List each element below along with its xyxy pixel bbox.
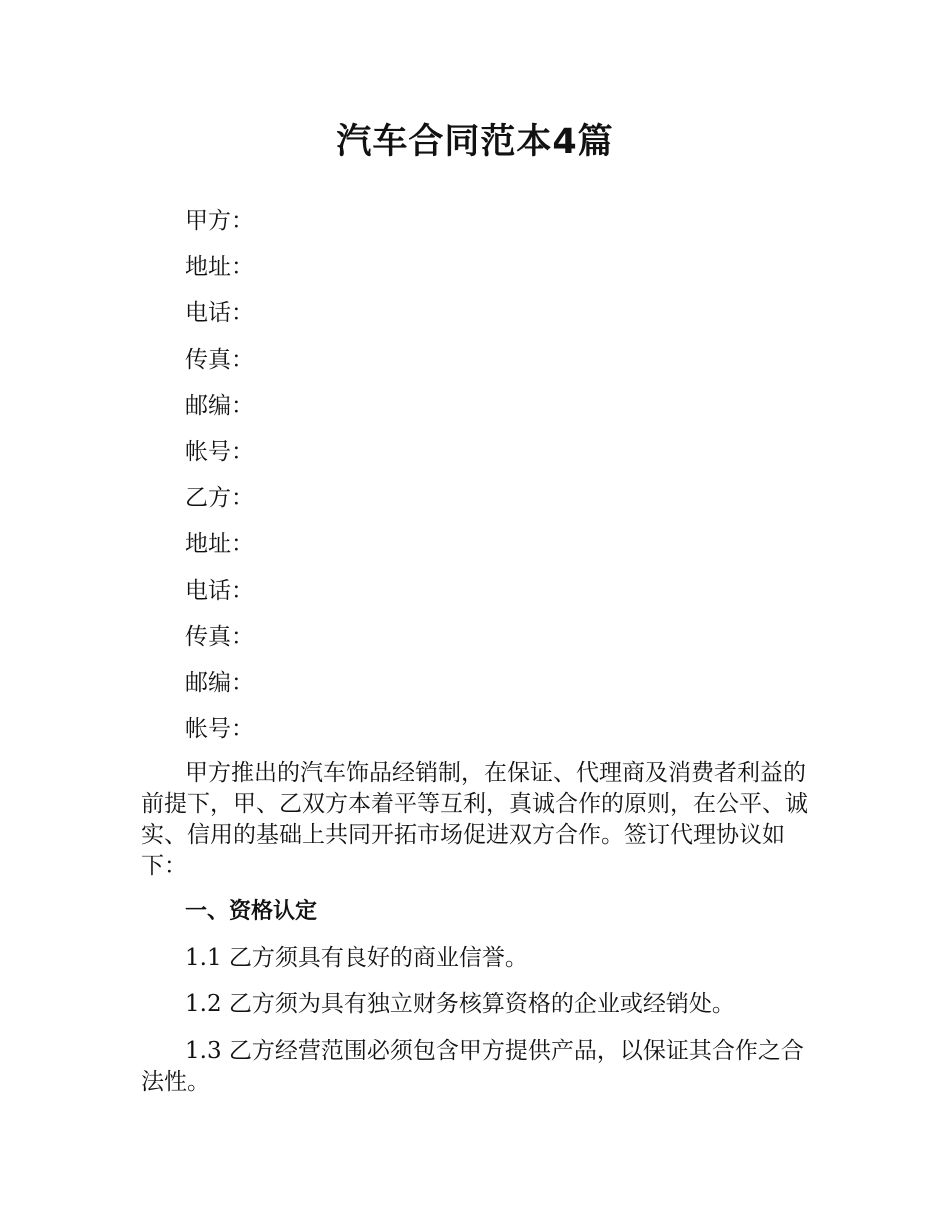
clause-1-1: 1.1 乙方须具有良好的商业信誉。	[185, 945, 528, 971]
party-b-fax-label: 传真：	[185, 623, 254, 650]
document-title: 汽车合同范本4篇	[336, 122, 614, 162]
party-b-phone-label: 电话：	[185, 577, 254, 604]
party-a-label: 甲方：	[185, 208, 254, 234]
party-b-address-label: 地址：	[185, 531, 254, 558]
party-a-fax-label: 传真：	[185, 346, 254, 373]
clause-1-2: 1.2 乙方须为具有独立财务核算资格的企业或经销处。	[185, 991, 735, 1017]
party-a-phone-label: 电话：	[185, 300, 254, 327]
clause-1-3: 1.3 乙方经营范围必须包含甲方提供产品，以保证其合作之合法性。	[141, 1038, 804, 1095]
party-a-account-label: 帐号：	[185, 438, 254, 465]
intro-paragraph: 甲方推出的汽车饰品经销制，在保证、代理商及消费者利益的前提下，甲、乙双方本着平等互利，真诚合作的原则，在公平、诚实、信用的基础上共同开拓市场促进双方合作。签订代理协议如下：	[141, 760, 808, 879]
party-b-postcode-label: 邮编：	[185, 669, 254, 696]
party-info-list	[185, 201, 254, 755]
party-a-postcode-label: 邮编：	[185, 392, 254, 419]
party-b-account-label: 帐号：	[185, 716, 254, 743]
section-heading: 一、资格认定	[185, 899, 318, 924]
party-a-address-label: 地址：	[185, 254, 254, 281]
party-b-label: 乙方：	[185, 485, 254, 512]
